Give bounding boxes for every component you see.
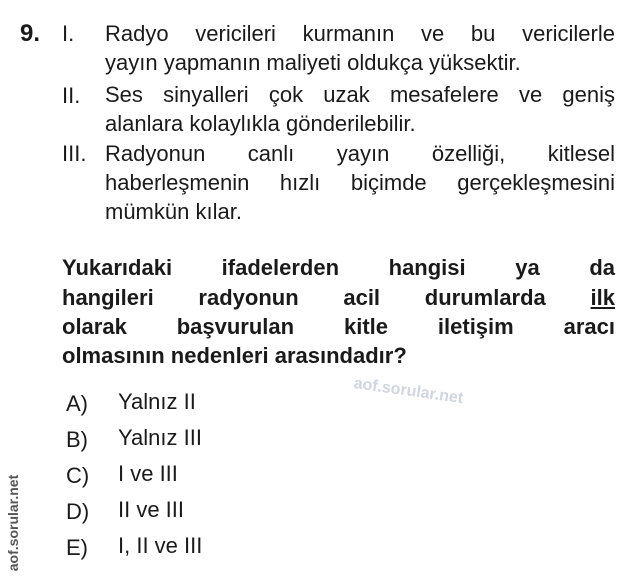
roman-numeral-iii: III. xyxy=(62,141,87,166)
option-a-letter: A) xyxy=(66,391,88,416)
option-b[interactable]: Yalnız III xyxy=(118,425,202,450)
option-c[interactable]: I ve III xyxy=(118,461,178,486)
watermark-side: aof.sorular.net xyxy=(5,474,21,572)
roman-numeral-ii: II. xyxy=(62,83,81,108)
statement-iii-line-2: haberleşmenin hızlı biçimde gerçekleşmesini xyxy=(105,170,615,195)
option-c-letter: C) xyxy=(66,463,90,488)
option-d[interactable]: II ve III xyxy=(118,497,185,522)
question-prompt-line-2 xyxy=(62,283,615,312)
statement-iii-line-1: Radyonun canlı yayın özelliği, kitlesel xyxy=(105,141,615,166)
statement-ii-line-2: alanlara kolaylıkla gönderilebilir. xyxy=(105,111,416,136)
prompt-underlined-word: ilk xyxy=(590,285,615,310)
question-prompt-line-4: olmasının nedenleri arasındadır? xyxy=(62,343,407,368)
statement-i-line-1: Radyo vericileri kurmanın ve bu vericilerle xyxy=(105,21,615,46)
roman-numeral-i: I. xyxy=(62,21,75,46)
statement-ii-line-1: Ses sinyalleri çok uzak mesafelere ve geniş xyxy=(105,82,615,107)
question-prompt-line-1: Yukarıdaki ifadelerden hangisi ya da xyxy=(62,255,615,280)
question-prompt-line-3: olarak başvurulan kitle iletişim aracı xyxy=(62,314,615,339)
option-a[interactable]: Yalnız II xyxy=(118,389,196,414)
statement-iii-line-3: mümkün kılar. xyxy=(105,199,242,224)
option-d-letter: D) xyxy=(66,499,90,524)
prompt-text: hangileri radyonun acil durumlarda xyxy=(62,285,546,310)
option-e-letter: E) xyxy=(66,535,88,560)
option-e[interactable]: I, II ve III xyxy=(118,533,203,558)
question-number: 9. xyxy=(20,20,41,47)
watermark-center: aof.sorular.net xyxy=(352,375,465,408)
option-b-letter: B) xyxy=(66,427,88,452)
statement-i-line-2: yayın yapmanın maliyeti oldukça yüksektir. xyxy=(105,50,521,75)
